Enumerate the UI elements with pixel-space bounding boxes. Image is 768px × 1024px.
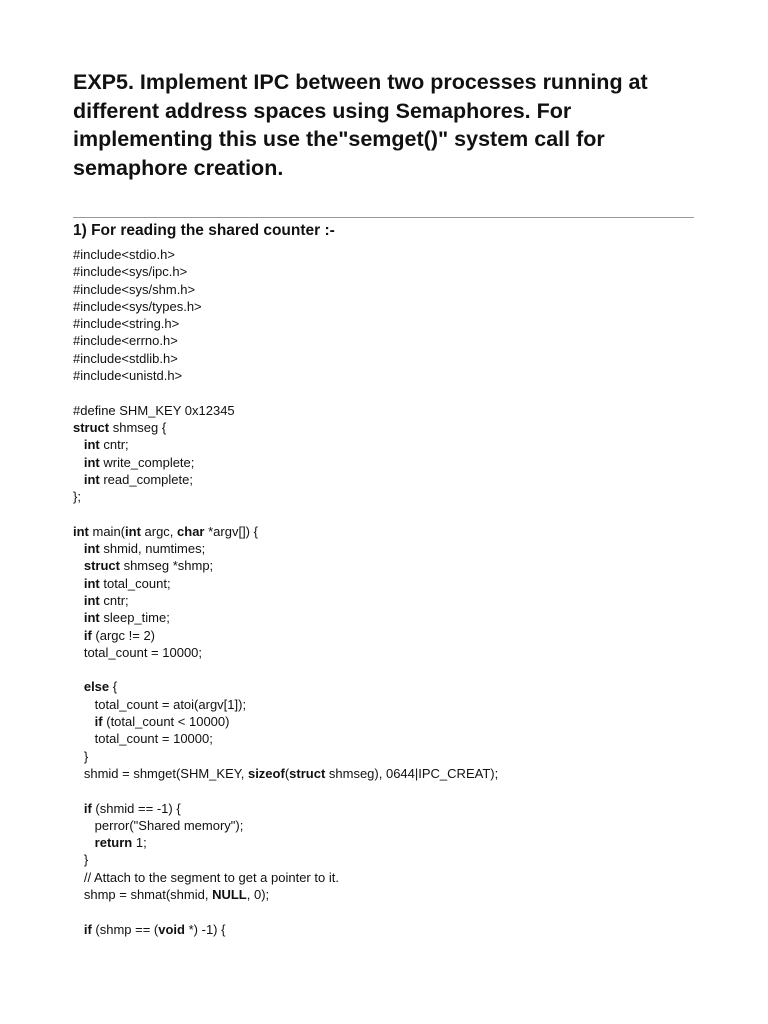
code-keyword: int	[125, 523, 141, 539]
code-line	[73, 557, 713, 574]
code-text: main(	[88, 523, 126, 539]
code-line	[73, 505, 713, 522]
code-keyword: int	[83, 575, 100, 591]
code-line	[73, 402, 713, 419]
code-text: #include<sys/ipc.h>	[73, 264, 188, 280]
code-text	[73, 922, 84, 937]
code-line	[73, 921, 713, 938]
code-text	[73, 472, 84, 487]
code-text	[73, 801, 84, 816]
code-text	[73, 576, 84, 591]
code-text: read_complete;	[99, 471, 193, 487]
code-text	[73, 679, 84, 694]
code-text: };	[73, 489, 81, 505]
code-line	[73, 592, 713, 609]
code-text: #define SHM_KEY 0x12345	[73, 402, 235, 418]
code-text: 1;	[132, 835, 147, 851]
code-text	[73, 593, 84, 608]
code-text	[73, 455, 84, 470]
code-line	[73, 834, 713, 851]
code-keyword: int	[83, 471, 100, 487]
code-text: total_count = 10000;	[73, 644, 203, 660]
code-keyword: struct	[73, 419, 110, 435]
code-line	[73, 419, 713, 436]
code-text: #include<string.h>	[73, 316, 180, 332]
code-line	[73, 436, 713, 453]
code-line	[73, 765, 713, 782]
code-keyword: struct	[83, 558, 120, 574]
code-text: (shmp == (	[91, 921, 159, 937]
code-text: #include<stdlib.h>	[73, 350, 178, 366]
code-line	[73, 869, 713, 886]
code-line	[73, 367, 713, 384]
code-line	[73, 782, 713, 799]
code-line	[73, 488, 713, 505]
code-line	[73, 696, 713, 713]
code-text: shmid = shmget(SHM_KEY,	[73, 765, 248, 781]
code-text: shmp = shmat(shmid,	[73, 886, 213, 902]
section-heading: 1) For reading the shared counter :-	[73, 222, 335, 239]
code-text: shmid, numtimes;	[99, 541, 206, 557]
code-line	[73, 384, 713, 401]
code-text: total_count = 10000;	[73, 731, 213, 747]
code-text: (argc != 2)	[91, 627, 156, 643]
code-keyword: int	[83, 437, 100, 453]
code-text: , 0);	[246, 886, 270, 902]
code-keyword: int	[83, 592, 100, 608]
horizontal-divider	[73, 217, 694, 218]
code-line	[73, 523, 713, 540]
code-keyword: int	[83, 454, 100, 470]
code-line	[73, 886, 713, 903]
code-line	[73, 748, 713, 765]
code-text: {	[109, 679, 118, 695]
code-text: #include<unistd.h>	[73, 368, 183, 384]
code-keyword: else	[83, 679, 110, 695]
code-text: shmseg {	[109, 419, 167, 435]
code-line	[73, 246, 713, 263]
code-keyword: NULL	[212, 886, 247, 902]
code-keyword: if	[83, 921, 92, 937]
code-text: #include<sys/types.h>	[73, 298, 202, 314]
code-text: argc,	[140, 523, 178, 539]
code-text: sleep_time;	[99, 610, 170, 626]
code-text: cntr;	[99, 437, 129, 453]
code-text	[73, 835, 95, 850]
code-line	[73, 713, 713, 730]
code-text: #include<errno.h>	[73, 333, 178, 349]
code-line	[73, 454, 713, 471]
code-line	[73, 540, 713, 557]
code-line	[73, 800, 713, 817]
code-keyword: int	[83, 610, 100, 626]
code-line	[73, 471, 713, 488]
code-text: (	[284, 765, 290, 781]
code-line	[73, 817, 713, 834]
code-line	[73, 298, 713, 315]
code-keyword: sizeof	[247, 765, 285, 781]
code-text: cntr;	[99, 592, 129, 608]
code-line	[73, 575, 713, 592]
code-text: *argv[]) {	[204, 523, 258, 539]
code-line	[73, 730, 713, 747]
code-keyword: if	[83, 800, 92, 816]
code-text: total_count;	[99, 575, 171, 591]
code-line	[73, 903, 713, 920]
code-line	[73, 644, 713, 661]
code-text: #include<stdio.h>	[73, 247, 175, 262]
code-text: *) -1) {	[185, 921, 226, 937]
document-title: EXP5. Implement IPC between two processes running at different address spaces using Semaphores. For implementing this use the"semget()" system call for semaphore creation.	[73, 70, 648, 180]
code-line	[73, 851, 713, 868]
code-text: (total_count < 10000)	[102, 714, 230, 730]
code-text: shmseg), 0644|IPC_CREAT);	[325, 765, 499, 781]
code-line	[73, 609, 713, 626]
code-text: #include<sys/shm.h>	[73, 281, 196, 297]
code-text: write_complete;	[99, 454, 195, 470]
code-text: shmseg *shmp;	[119, 558, 214, 574]
code-text	[73, 610, 84, 625]
code-keyword: if	[94, 714, 103, 730]
code-keyword: void	[158, 921, 185, 937]
code-text: }	[73, 748, 89, 764]
code-line	[73, 678, 713, 695]
code-text: perror("Shared memory");	[73, 817, 244, 833]
code-keyword: struct	[289, 765, 326, 781]
code-text	[73, 628, 84, 643]
code-text	[73, 714, 95, 729]
code-line	[73, 627, 713, 644]
code-line	[73, 281, 713, 298]
code-line	[73, 315, 713, 332]
code-line	[73, 350, 713, 367]
code-keyword: return	[94, 835, 133, 851]
code-block	[73, 246, 713, 938]
code-text	[73, 541, 84, 556]
code-text: // Attach to the segment to get a pointer to it.	[73, 869, 339, 885]
code-keyword: int	[83, 541, 100, 557]
code-text	[73, 437, 84, 452]
code-text: (shmid == -1) {	[91, 800, 181, 816]
code-keyword: int	[73, 523, 89, 539]
code-line	[73, 263, 713, 280]
code-line	[73, 332, 713, 349]
code-keyword: char	[177, 523, 205, 539]
code-text: }	[73, 852, 89, 868]
code-text: total_count = atoi(argv[1]);	[73, 696, 247, 712]
code-text	[73, 558, 84, 573]
code-keyword: if	[83, 627, 92, 643]
code-line	[73, 661, 713, 678]
